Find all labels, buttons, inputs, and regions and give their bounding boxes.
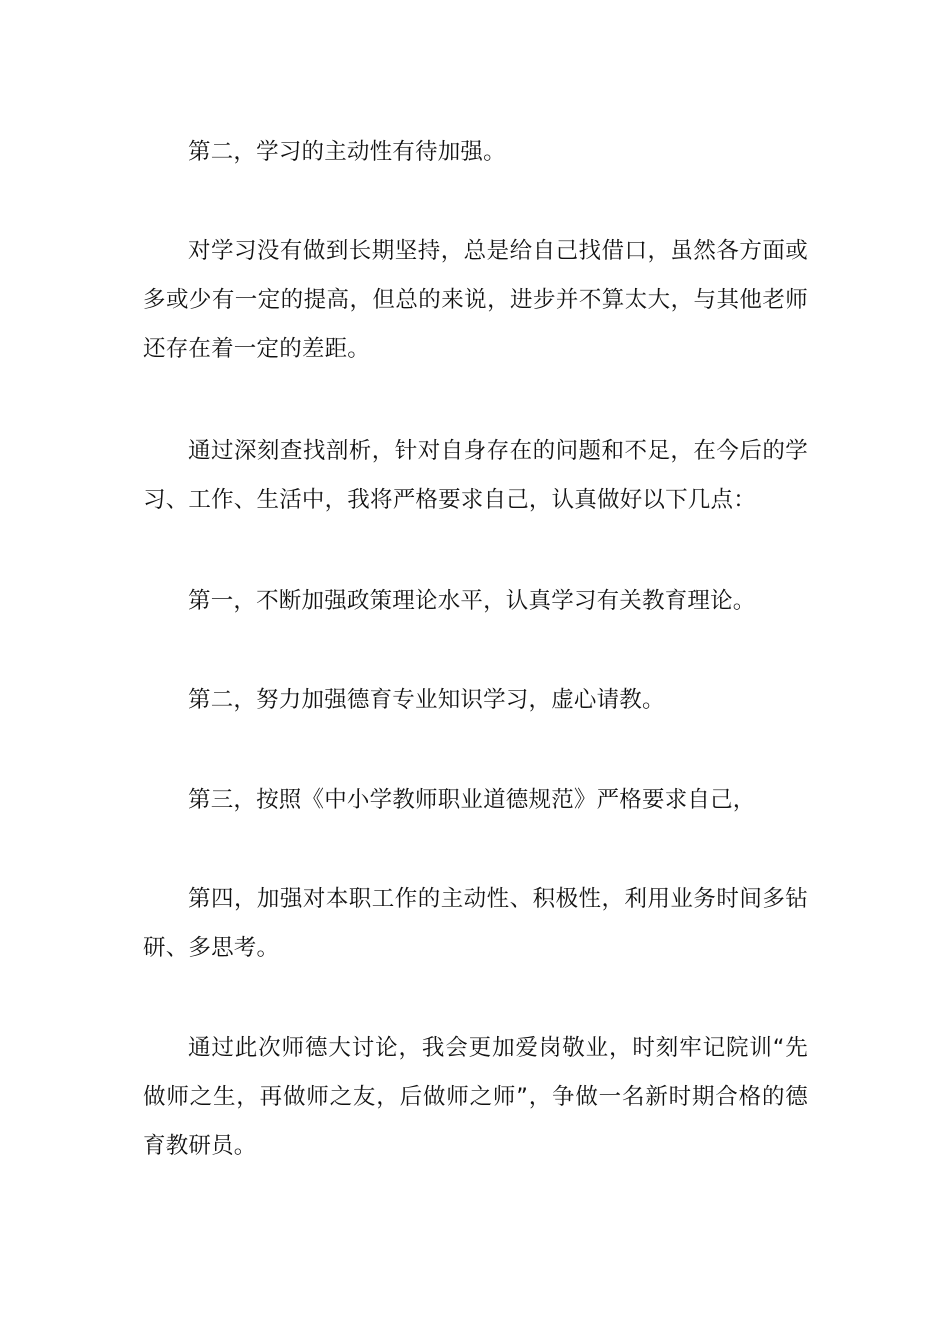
paragraph-plan-item-3: 第三，按照《中小学教师职业道德规范》严格要求自己， xyxy=(188,787,756,813)
paragraph-plan-item-1: 第一，不断加强政策理论水平，认真学习有关教育理论。 xyxy=(188,588,756,614)
paragraph-second-weakness: 第二，学习的主动性有待加强。 xyxy=(188,139,506,165)
paragraph-learning-persistence: 对学习没有做到长期坚持，总是给自己找借口，虽然各方面或多或少有一定的提高，但总的来说，进步并不算太大，与其他老师还存在着一定的差距。 xyxy=(143,238,808,362)
paragraph-plan-item-4: 第四，加强对本职工作的主动性、积极性，利用业务时间多钻研、多思考。 xyxy=(143,886,808,961)
paragraph-improvement-plan-intro: 通过深刻查找剖析，针对自身存在的问题和不足，在今后的学习、工作、生活中，我将严格要求自己，认真做好以下几点： xyxy=(143,438,808,513)
paragraph-plan-item-2: 第二，努力加强德育专业知识学习，虚心请教。 xyxy=(188,687,665,713)
paragraph-conclusion: 通过此次师德大讨论，我会更加爱岗敬业，时刻牢记院训“先做师之生，再做师之友，后做师之师”，争做一名新时期合格的德育教研员。 xyxy=(143,1035,808,1159)
